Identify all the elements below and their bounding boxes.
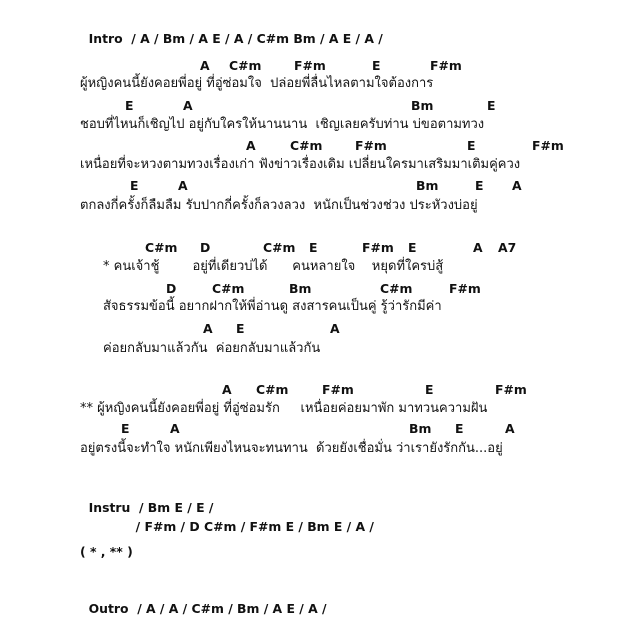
lyric: ชอบที่ไหนก็เชิญไป อยู่กับใครให้นานนาน เชิญเลยครับท่าน บ่ขอตามทวง xyxy=(80,117,485,132)
lyric: เหนื่อยที่จะหวงตามทวงเรื่องเก่า ฟังข่าวเรื่องเดิม เปลี่ยนใครมาเสริมมาเติมคู่ควง xyxy=(80,157,521,172)
chord: F#m xyxy=(322,382,354,397)
chord: E xyxy=(372,58,381,73)
chord: E xyxy=(487,98,496,113)
outro-label: Outro xyxy=(88,601,129,616)
intro-line xyxy=(80,15,383,47)
chord: C#m xyxy=(380,281,413,296)
chord: Bm xyxy=(416,178,439,193)
chord: Bm xyxy=(411,98,434,113)
repeat-marker: ( * , ** ) xyxy=(80,544,133,559)
instru-chords-1: / Bm E / E / xyxy=(138,500,214,515)
chord: C#m xyxy=(256,382,289,397)
chord: E xyxy=(309,240,318,255)
lyric: ค่อยกลับมาแล้วกัน ค่อยกลับมาแล้วกัน xyxy=(103,341,321,356)
lyric: ** ผู้หญิงคนนี้ยังคอยพี่อยู่ ที่อู่ซ่อมรัก เหนื่อยค่อยมาพัก มาทวนความฝัน xyxy=(80,401,488,416)
chord: C#m xyxy=(145,240,178,255)
lyric: อยู่ตรงนี้จะทำใจ หนักเพียงไหนจะทนทาน ด้วยยังเชื่อมั่น ว่าเรายังรักกัน...อยู่ xyxy=(80,441,503,456)
chord: C#m xyxy=(290,138,323,153)
chord: A xyxy=(512,178,522,193)
chord: E xyxy=(121,421,130,436)
lyric: * คนเจ้าชู้ อยู่ที่เดียวบ่ได้ คนหลายใจ หยุดที่ใครบ่สู้ xyxy=(103,259,444,274)
chord: E xyxy=(425,382,434,397)
chord: Bm xyxy=(409,421,432,436)
chord: F#m xyxy=(362,240,394,255)
chord: E xyxy=(408,240,417,255)
chord: A xyxy=(473,240,483,255)
chord: E xyxy=(236,321,245,336)
intro-label: Intro xyxy=(88,31,123,46)
chord: A xyxy=(170,421,180,436)
chord: F#m xyxy=(355,138,387,153)
instru-chords-2: / F#m / D C#m / F#m E / Bm E / A / xyxy=(135,519,374,534)
chord: A xyxy=(246,138,256,153)
chord: A xyxy=(183,98,193,113)
chord: A xyxy=(178,178,188,193)
chord: C#m xyxy=(229,58,262,73)
chord: A xyxy=(222,382,232,397)
chord: E xyxy=(455,421,464,436)
chord: A xyxy=(203,321,213,336)
chord: E xyxy=(125,98,134,113)
chord: F#m xyxy=(495,382,527,397)
lyric: ผู้หญิงคนนี้ยังคอยพี่อยู่ ที่อู่ซ่อมใจ ปล่อยพี่ลื่นไหลตามใจต้องการ xyxy=(80,76,434,91)
chord: D xyxy=(166,281,177,296)
chord: A xyxy=(505,421,515,436)
instru-label: Instru xyxy=(88,500,131,515)
chord: A xyxy=(330,321,340,336)
chord: D xyxy=(200,240,211,255)
chord: A xyxy=(200,58,210,73)
lyric: สัจธรรมข้อนี้ อยากฝากให้พี่อ่านดู สงสารคนเป็นคู่ รู้ว่ารักมีค่า xyxy=(103,299,442,314)
chord: E xyxy=(475,178,484,193)
chord: F#m xyxy=(532,138,564,153)
intro-chords: / A / Bm / A E / A / C#m Bm / A E / A / xyxy=(131,31,383,46)
chord: E xyxy=(467,138,476,153)
chord: C#m xyxy=(212,281,245,296)
instru-line-2 xyxy=(127,503,374,535)
chord: F#m xyxy=(430,58,462,73)
chord: A7 xyxy=(498,240,517,255)
chord: F#m xyxy=(294,58,326,73)
chord: E xyxy=(130,178,139,193)
outro-line xyxy=(80,585,327,617)
chord: C#m xyxy=(263,240,296,255)
lyric: ตกลงกี่ครั้งก็ลืมลืม รับปากกี่ครั้งก็ลวงลวง หนักเป็นช่วงช่วง ประหัวงบ่อยู่ xyxy=(80,198,478,213)
chord: Bm xyxy=(289,281,312,296)
outro-chords: / A / A / C#m / Bm / A E / A / xyxy=(137,601,327,616)
chord: F#m xyxy=(449,281,481,296)
